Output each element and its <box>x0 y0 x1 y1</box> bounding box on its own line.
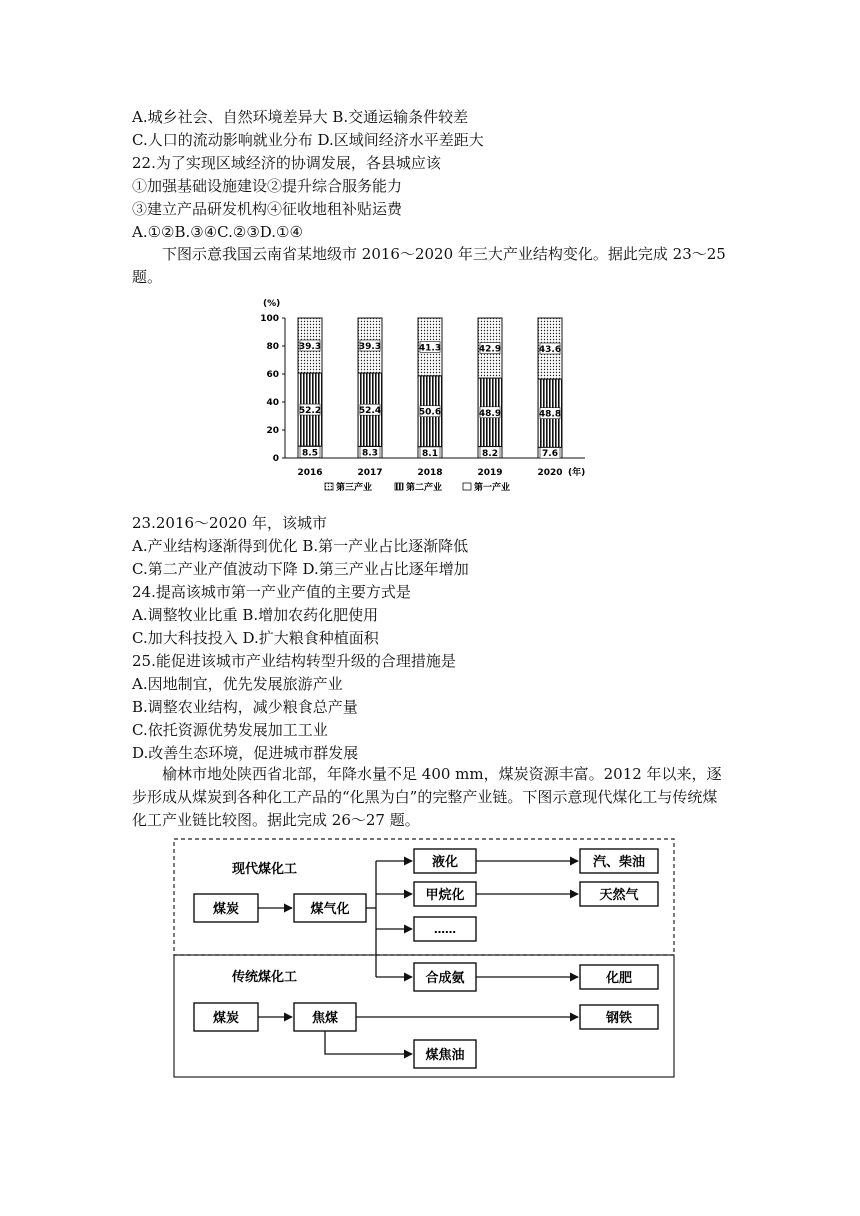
q25-option-c: C.依托资源优势发展加工工业 <box>132 721 328 739</box>
modern-section-label: 现代煤化工 <box>232 862 298 877</box>
box-coal-modern: 煤炭 <box>212 902 240 917</box>
box-fertilizer: 化肥 <box>605 971 633 986</box>
box-ellipsis: …… <box>434 923 456 936</box>
box-steel: 钢铁 <box>605 1011 633 1026</box>
data-label-secondary: 50.6 <box>418 407 442 418</box>
legend-label-primary: 第一产业 <box>474 483 511 493</box>
data-label-secondary: 52.4 <box>358 406 382 417</box>
q25-stem: 25.能促进该城市产业结构转型升级的合理措施是 <box>132 652 456 670</box>
y-tick-label: 20 <box>266 426 279 436</box>
box-coke: 焦煤 <box>311 1011 339 1026</box>
box-coal-tar: 煤焦油 <box>425 1048 465 1063</box>
y-tick-label: 40 <box>266 398 279 408</box>
y-tick-label: 80 <box>266 342 279 352</box>
coal-chemical-flow-diagram <box>170 835 680 1081</box>
arrow-coke-to-coal-tar <box>325 1031 412 1054</box>
box-gasification: 煤气化 <box>310 902 350 917</box>
data-label-primary: 8.5 <box>302 448 318 459</box>
q21-option-row-1: A.城乡社会、自然环境差异大 B.交通运输条件较差 <box>132 108 469 126</box>
box-fuel: 汽、柴油 <box>592 855 646 870</box>
data-label-tertiary: 42.9 <box>478 344 502 355</box>
y-tick-label: 100 <box>260 314 279 324</box>
box-natural-gas: 天然气 <box>599 888 639 903</box>
x-tick-label: 2016 <box>297 468 323 478</box>
data-label-secondary: 52.2 <box>298 406 322 417</box>
data-label-primary: 7.6 <box>542 449 558 460</box>
legend-label-secondary: 第二产业 <box>406 483 443 493</box>
x-tick-label: 2018 <box>417 468 443 478</box>
q22-items-1: ①加强基础设施建设②提升综合服务能力 <box>132 177 403 195</box>
box-ammonia: 合成氨 <box>425 971 465 986</box>
box-methanation: 甲烷化 <box>425 888 465 903</box>
y-tick-label: 0 <box>272 454 279 464</box>
x-tick-label: 2020 <box>537 468 563 478</box>
y-axis-unit: (%) <box>263 299 281 309</box>
q23-option-row-2: C.第二产业产值波动下降 D.第三产业占比逐年增加 <box>132 560 469 578</box>
q23-option-row-1: A.产业结构逐渐得到优化 B.第一产业占比逐渐降低 <box>132 537 469 555</box>
box-liquefaction: 液化 <box>431 855 459 870</box>
legend-label-tertiary: 第三产业 <box>336 483 373 493</box>
traditional-section-label: 传统煤化工 <box>232 970 298 985</box>
legend-swatch-secondary <box>395 483 403 490</box>
x-tick-label: 2019 <box>477 468 503 478</box>
q24-stem: 24.提高该城市第一产业产值的主要方式是 <box>132 583 411 601</box>
intro-26-27: 榆林市地处陕西省北部，年降水量不足 400 mm，煤炭资源丰富。2012 年以来，逐步形成从煤炭到各种化工产品的“化黑为白”的完整产业链。下图示意现代煤化工与传统煤化工产业链比较图。据此完成 26～27 题。 <box>132 765 722 829</box>
industry-structure-chart <box>255 290 605 498</box>
x-axis-unit: (年) <box>568 468 586 478</box>
data-label-tertiary: 39.3 <box>358 342 382 353</box>
q22-stem: 22.为了实现区域经济的协调发展，各县城应该 <box>132 154 441 172</box>
q24-option-row-2: C.加大科技投入 D.扩大粮食种植面积 <box>132 629 379 647</box>
q25-option-b: B.调整农业结构，减少粮食总产量 <box>132 698 358 716</box>
data-label-primary: 8.3 <box>362 448 378 459</box>
data-label-primary: 8.1 <box>422 448 438 459</box>
q25-option-a: A.因地制宜，优先发展旅游产业 <box>132 675 343 693</box>
legend-swatch-primary <box>463 483 471 490</box>
y-tick-label: 60 <box>266 370 279 380</box>
q22-options: A.①②B.③④C.②③D.①④ <box>132 223 303 241</box>
q25-option-d: D.改善生态环境，促进城市群发展 <box>132 744 359 762</box>
q22-items-2: ③建立产品研发机构④征收地租补贴运费 <box>132 200 403 218</box>
data-label-secondary: 48.8 <box>538 409 562 420</box>
data-label-secondary: 48.9 <box>478 408 502 419</box>
q23-stem: 23.2016～2020 年，该城市 <box>132 514 327 532</box>
data-label-tertiary: 39.3 <box>298 342 322 353</box>
intro-23-25: 下图示意我国云南省某地级市 2016～2020 年三大产业结构变化。据此完成 23～25 题。 <box>132 245 726 286</box>
q21-option-row-2: C.人口的流动影响就业分布 D.区域间经济水平差距大 <box>132 131 484 149</box>
data-label-tertiary: 43.6 <box>538 345 562 356</box>
box-coal-traditional: 煤炭 <box>212 1011 240 1026</box>
chart-legend <box>325 481 510 493</box>
q24-option-row-1: A.调整牧业比重 B.增加农药化肥使用 <box>132 606 379 624</box>
legend-swatch-tertiary <box>325 483 333 490</box>
data-label-tertiary: 41.3 <box>418 343 442 354</box>
data-label-primary: 8.2 <box>482 448 498 459</box>
x-tick-label: 2017 <box>357 468 383 478</box>
